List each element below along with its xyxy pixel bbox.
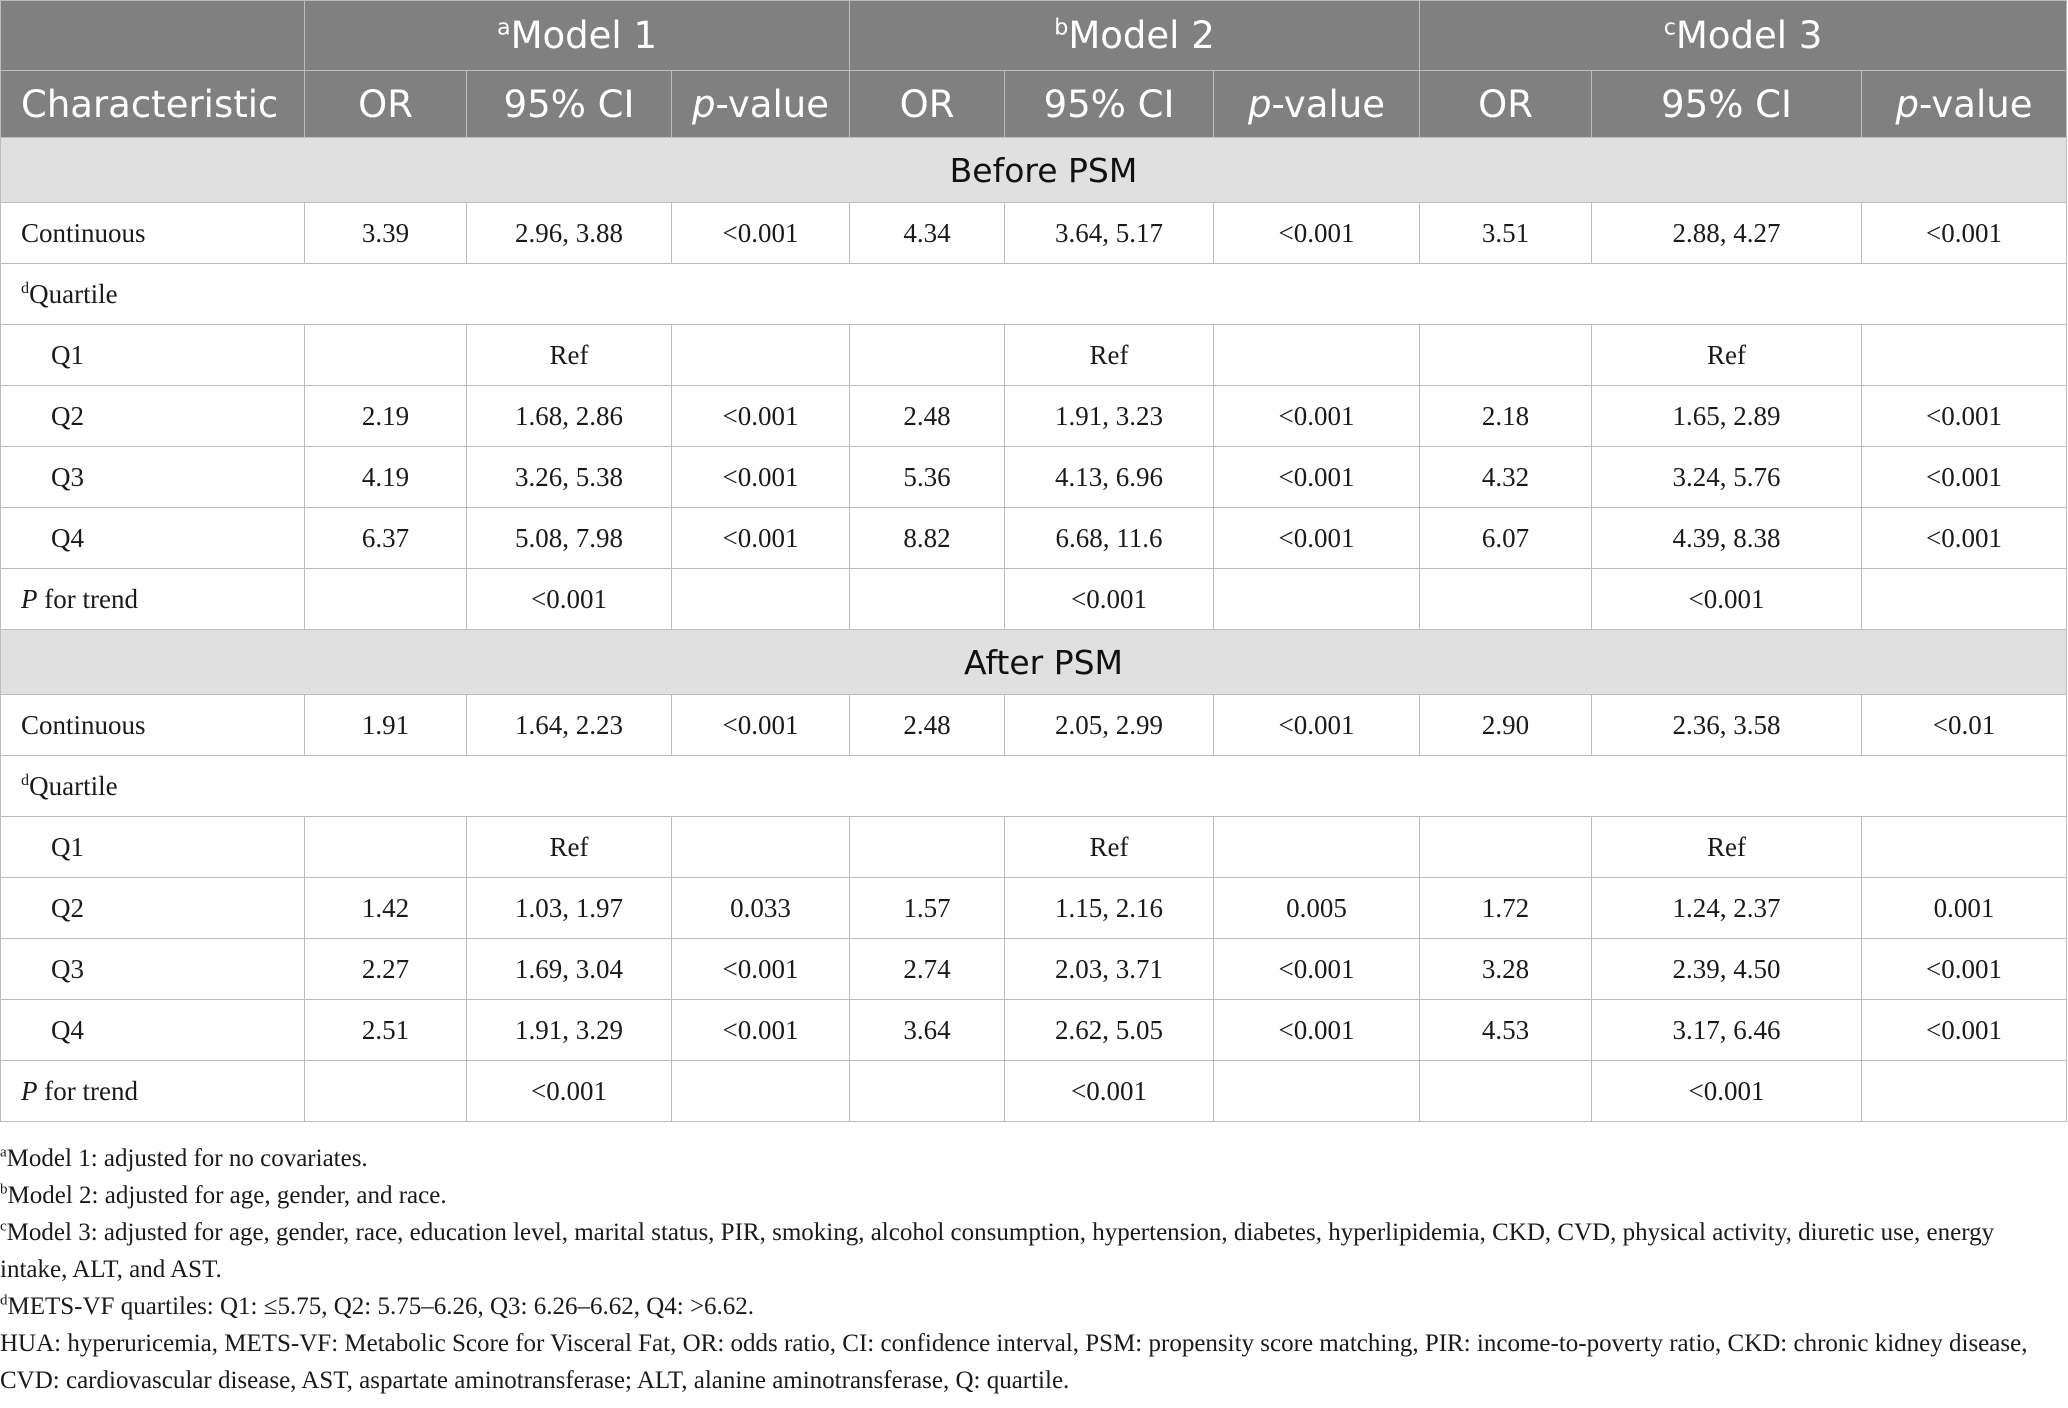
table-row	[1, 695, 2067, 756]
model-3-header: $^c$Model 3	[1420, 1, 2067, 71]
table-cell: Ref	[1005, 325, 1214, 386]
footnote: $^c$Model 3: adjusted for age, gender, race, education level, marital status, PIR, smoking, alcohol consumption, hypertension, diabetes, hyperlipidemia, CKD, CVD, physical activity, diuretic use, energy intake, ALT, and AST.	[0, 1218, 1995, 1283]
table-cell	[1214, 325, 1420, 386]
p-value-header: p-value	[1862, 71, 2067, 138]
table-cell: <0.001	[672, 386, 850, 447]
table-cell: 1.91, 3.29	[467, 1000, 672, 1061]
section-title: Before PSM	[1, 138, 2067, 203]
table-cell: Ref	[1005, 817, 1214, 878]
table-cell	[850, 325, 1005, 386]
footnote: $^a$Model 1: adjusted for no covariates.	[0, 1144, 368, 1172]
section-title: After PSM	[1, 630, 2067, 695]
table-cell: 1.15, 2.16	[1005, 878, 1214, 939]
or-header: OR	[850, 71, 1005, 138]
trend-row	[1, 569, 2067, 630]
table-cell	[672, 325, 850, 386]
table-cell: 3.39	[305, 203, 467, 264]
table-cell: <0.001	[1214, 203, 1420, 264]
table-cell: <0.001	[672, 203, 850, 264]
table-cell: <0.001	[1214, 386, 1420, 447]
table-cell	[1862, 817, 2067, 878]
row-label: Q1	[1, 817, 305, 878]
row-label: $^d$Quartile	[1, 756, 2067, 817]
table-cell: <0.001	[672, 1000, 850, 1061]
table-cell	[1214, 569, 1420, 630]
table-cell: 4.34	[850, 203, 1005, 264]
table-cell: 1.64, 2.23	[467, 695, 672, 756]
table-cell: 0.001	[1862, 878, 2067, 939]
row-label: Q4	[1, 508, 305, 569]
table-cell	[1420, 817, 1592, 878]
table-cell	[850, 1061, 1005, 1122]
table-row	[1, 817, 2067, 878]
table-cell: 1.24, 2.37	[1592, 878, 1862, 939]
footnote: HUA: hyperuricemia, METS-VF: Metabolic Score for Visceral Fat, OR: odds ratio, CI: confidence interval, PSM: propensity score matching, PIR: income-to-poverty ratio, CKD: chronic kidney disease, CVD: cardiovascular disease, AST, aspartate aminotransferase; ALT, alanine aminotransferase, Q: quartile.	[0, 1330, 2028, 1394]
table-cell: 0.033	[672, 878, 850, 939]
table-cell: <0.001	[1214, 508, 1420, 569]
row-label: Q3	[1, 447, 305, 508]
table-cell	[672, 569, 850, 630]
row-label: Q2	[1, 878, 305, 939]
model-1-header: $^a$Model 1	[305, 1, 850, 71]
table-cell: 0.005	[1214, 878, 1420, 939]
table-cell: 6.68, 11.6	[1005, 508, 1214, 569]
table-cell: 2.88, 4.27	[1592, 203, 1862, 264]
characteristic-header: Characteristic	[1, 71, 305, 138]
table-cell: Ref	[1592, 817, 1862, 878]
table-cell	[672, 817, 850, 878]
table-row	[1, 447, 2067, 508]
table-cell: Ref	[467, 817, 672, 878]
column-header-row	[1, 71, 2067, 138]
table-cell	[1214, 1061, 1420, 1122]
footnotes	[0, 1140, 2060, 1399]
table-cell: 1.42	[305, 878, 467, 939]
table-cell	[1420, 325, 1592, 386]
quartile-group-row	[1, 264, 2067, 325]
table-cell	[672, 1061, 850, 1122]
row-label: Continuous	[1, 695, 305, 756]
table-cell: <0.001	[672, 447, 850, 508]
table-cell: 1.68, 2.86	[467, 386, 672, 447]
or-header: OR	[1420, 71, 1592, 138]
table-cell: 1.72	[1420, 878, 1592, 939]
table-cell: 6.37	[305, 508, 467, 569]
table-cell: 4.39, 8.38	[1592, 508, 1862, 569]
table-cell: 1.65, 2.89	[1592, 386, 1862, 447]
table-cell: <0.001	[1005, 569, 1214, 630]
or-header: OR	[305, 71, 467, 138]
table-cell: 2.18	[1420, 386, 1592, 447]
table-cell: 3.64, 5.17	[1005, 203, 1214, 264]
table-cell: <0.01	[1862, 695, 2067, 756]
table-cell	[305, 1061, 467, 1122]
table-cell: <0.001	[1214, 447, 1420, 508]
table-cell: 3.17, 6.46	[1592, 1000, 1862, 1061]
table-cell: 2.39, 4.50	[1592, 939, 1862, 1000]
section-header-row	[1, 138, 2067, 203]
table-cell: <0.001	[1862, 508, 2067, 569]
table-cell: 2.03, 3.71	[1005, 939, 1214, 1000]
table-cell: 2.90	[1420, 695, 1592, 756]
table-row	[1, 386, 2067, 447]
row-label: Q3	[1, 939, 305, 1000]
table-cell: 4.13, 6.96	[1005, 447, 1214, 508]
row-label: Q2	[1, 386, 305, 447]
table-cell: <0.001	[1862, 447, 2067, 508]
row-label: P for trend	[1, 569, 305, 630]
table-cell: <0.001	[1005, 1061, 1214, 1122]
table-cell: <0.001	[1862, 939, 2067, 1000]
table-cell: <0.001	[1592, 1061, 1862, 1122]
table-cell: 3.24, 5.76	[1592, 447, 1862, 508]
p-value-header: p-value	[672, 71, 850, 138]
table-cell: 4.53	[1420, 1000, 1592, 1061]
row-label: $^d$Quartile	[1, 264, 2067, 325]
table-cell: 1.69, 3.04	[467, 939, 672, 1000]
table-cell: 1.03, 1.97	[467, 878, 672, 939]
table-cell: <0.001	[672, 939, 850, 1000]
quartile-group-row	[1, 756, 2067, 817]
table-cell: Ref	[467, 325, 672, 386]
table-cell: 2.48	[850, 386, 1005, 447]
table-cell: <0.001	[672, 695, 850, 756]
table-cell	[1862, 325, 2067, 386]
table-cell: 3.26, 5.38	[467, 447, 672, 508]
table-cell	[305, 325, 467, 386]
table-cell	[850, 817, 1005, 878]
table-cell: <0.001	[1214, 939, 1420, 1000]
row-label: P for trend	[1, 1061, 305, 1122]
table-cell	[1420, 1061, 1592, 1122]
ci-header: 95% CI	[1592, 71, 1862, 138]
table-cell: 3.64	[850, 1000, 1005, 1061]
table-cell: 2.62, 5.05	[1005, 1000, 1214, 1061]
table-cell: Ref	[1592, 325, 1862, 386]
table-cell: 5.08, 7.98	[467, 508, 672, 569]
table-row	[1, 325, 2067, 386]
table-cell: <0.001	[1592, 569, 1862, 630]
table-cell: 4.19	[305, 447, 467, 508]
table-row	[1, 939, 2067, 1000]
section-header-row	[1, 630, 2067, 695]
table-cell: <0.001	[467, 569, 672, 630]
table-cell: <0.001	[1214, 695, 1420, 756]
table-cell	[305, 569, 467, 630]
table-cell: 5.36	[850, 447, 1005, 508]
table-cell: 1.91	[305, 695, 467, 756]
table-cell: 3.28	[1420, 939, 1592, 1000]
ci-header: 95% CI	[467, 71, 672, 138]
table-cell: 2.05, 2.99	[1005, 695, 1214, 756]
table-cell: <0.001	[467, 1061, 672, 1122]
header-empty-cell	[1, 1, 305, 71]
table-row	[1, 508, 2067, 569]
table-cell: 3.51	[1420, 203, 1592, 264]
table-cell: <0.001	[1862, 203, 2067, 264]
trend-row	[1, 1061, 2067, 1122]
table-cell: 1.91, 3.23	[1005, 386, 1214, 447]
table-cell	[1862, 569, 2067, 630]
table-cell: 2.96, 3.88	[467, 203, 672, 264]
table-row	[1, 878, 2067, 939]
table-cell	[1420, 569, 1592, 630]
table-cell: 6.07	[1420, 508, 1592, 569]
footnote: $^b$Model 2: adjusted for age, gender, and race.	[0, 1181, 447, 1209]
row-label: Continuous	[1, 203, 305, 264]
table-cell: <0.001	[672, 508, 850, 569]
table-cell: 2.48	[850, 695, 1005, 756]
footnote: $^d$METS-VF quartiles: Q1: ≤5.75, Q2: 5.75–6.26, Q3: 6.26–6.62, Q4: >6.62.	[0, 1292, 755, 1320]
table-cell: 2.36, 3.58	[1592, 695, 1862, 756]
table-cell: <0.001	[1862, 386, 2067, 447]
table-body	[1, 138, 2067, 1122]
table-cell: <0.001	[1214, 1000, 1420, 1061]
row-label: Q1	[1, 325, 305, 386]
row-label: Q4	[1, 1000, 305, 1061]
model-header-row	[1, 1, 2067, 71]
table-cell: 8.82	[850, 508, 1005, 569]
table-cell: 2.27	[305, 939, 467, 1000]
table-row	[1, 1000, 2067, 1061]
table-cell: 2.19	[305, 386, 467, 447]
table-cell	[850, 569, 1005, 630]
table-cell: 2.74	[850, 939, 1005, 1000]
table-cell	[305, 817, 467, 878]
table-cell: 2.51	[305, 1000, 467, 1061]
table-row	[1, 203, 2067, 264]
table-cell: 4.32	[1420, 447, 1592, 508]
model-2-header: $^b$Model 2	[850, 1, 1420, 71]
ci-header: 95% CI	[1005, 71, 1214, 138]
table-cell	[1214, 817, 1420, 878]
table-cell: <0.001	[1862, 1000, 2067, 1061]
table-cell	[1862, 1061, 2067, 1122]
table-cell: 1.57	[850, 878, 1005, 939]
p-value-header: p-value	[1214, 71, 1420, 138]
